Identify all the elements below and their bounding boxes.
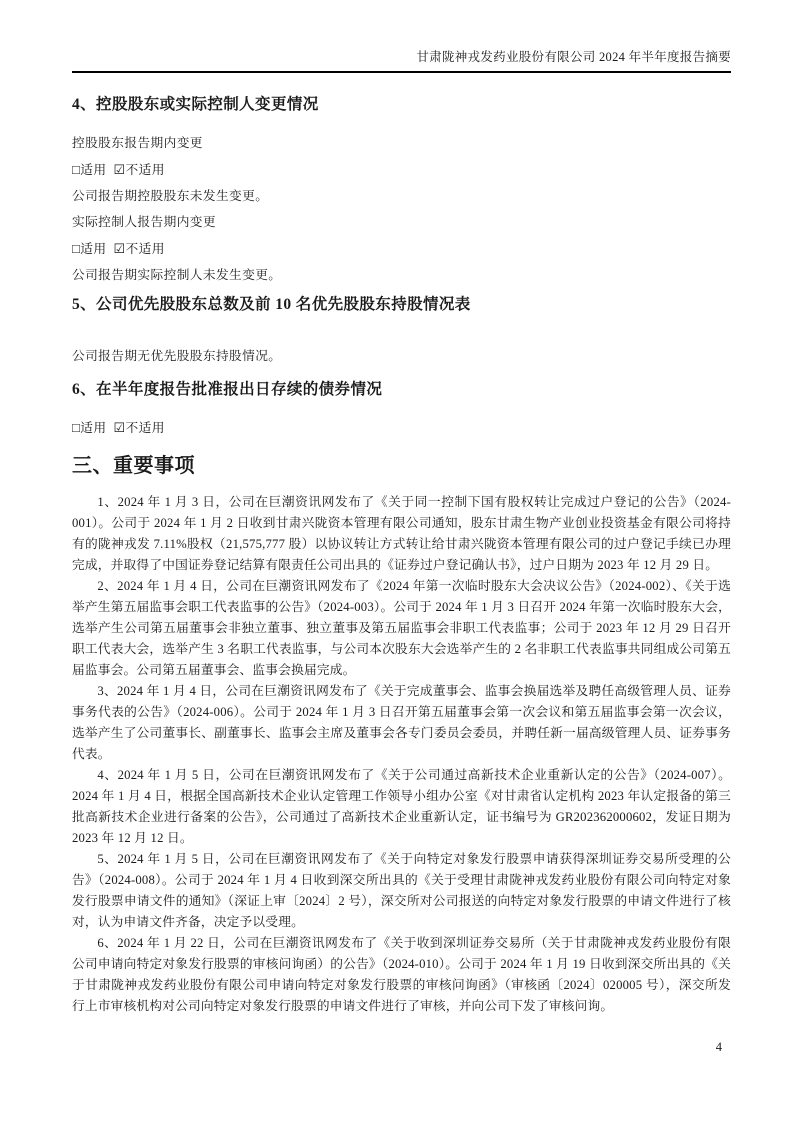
page-header xyxy=(72,50,731,73)
controlling-shareholder-change-note: 公司报告期控股股东未发生变更。 xyxy=(72,189,269,203)
applicability-line xyxy=(72,159,731,181)
section5-heading: 5、公司优先股股东总数及前 10 名优先股股东持股情况表 xyxy=(72,296,471,313)
applicability-line xyxy=(72,238,731,260)
section4-body xyxy=(72,133,731,286)
section5-note: 公司报告期无优先股股东持股情况。 xyxy=(72,349,282,363)
checkbox-unchecked-icon: □ xyxy=(72,241,81,256)
important-matter-paragraph: 6、2024 年 1 月 22 日，公司在巨潮资讯网发布了《关于收到深圳证券交易所（关于甘肃陇神戎发药业股份有限公司申请向特定对象发行股票的审核问询函）的公告》（2024-010）。公司于 2024 年 1 月 19 日收到深交所出具的《关于甘肃陇神戎发药业股份有限公司申请向特定对象发行股票的审核问询函》（审核函〔2024〕020005 号），深交所发行上市审核机构对公司向特定对象发行股票的申请文件进行了审核，并向公司下发了审核问询。 xyxy=(72,936,731,1013)
applicability-line xyxy=(72,417,731,439)
section6-heading: 6、在半年度报告批准报出日存续的债券情况 xyxy=(72,381,383,398)
checkbox-checked-icon: ☑ xyxy=(113,420,126,435)
important-matter-paragraph: 3、2024 年 1 月 4 日，公司在巨潮资讯网发布了《关于完成董事会、监事会换届选举及聘任高级管理人员、证券事务代表的公告》（2024-006）。公司于 2024 年 1 月 3 日召开第五届董事会第一次会议和第五届监事会第一次会议，选举产生了公司董事长、副董事长、监事会主席及董事会各专门委员会委员，并聘任新一届高级管理人员、证券事务代表。 xyxy=(72,684,731,761)
checkbox-unchecked-icon: □ xyxy=(72,420,81,435)
actual-controller-change-label: 实际控制人报告期内变更 xyxy=(72,215,216,229)
checkbox-unchecked-icon: □ xyxy=(72,162,81,177)
not-applicable-label: 不适用 xyxy=(125,163,165,177)
important-matter-paragraph: 1、2024 年 1 月 3 日，公司在巨潮资讯网发布了《关于同一控制下国有股权转让完成过户登记的公告》（2024-001）。公司于 2024 年 1 月 2 日收到甘肃兴陇资本管理有限公司通知，股东甘肃生物产业创业投资基金有限公司将持有的陇神戎发 7.11%股权（21,575,777 股）以协议转让方式转让给甘肃兴陇资本管理有限公司的过户登记手续已办理完成，并取得了中国证券登记结算有限责任公司出具的《证券过户登记确认书》，过户日期为 2023 年 12 月 29 日。 xyxy=(72,495,731,572)
applicable-label: 适用 xyxy=(80,242,107,256)
page-number: 4 xyxy=(715,1040,722,1054)
not-applicable-label: 不适用 xyxy=(125,242,165,256)
section4-heading: 4、控股股东或实际控制人变更情况 xyxy=(72,96,319,113)
not-applicable-label: 不适用 xyxy=(125,421,165,435)
checkbox-checked-icon: ☑ xyxy=(113,162,126,177)
actual-controller-change-note: 公司报告期实际控制人未发生变更。 xyxy=(72,268,282,282)
checkbox-checked-icon: ☑ xyxy=(113,241,126,256)
important-matters-body xyxy=(72,492,731,1017)
chapter3-heading: 三、重要事项 xyxy=(72,455,195,477)
important-matter-paragraph: 5、2024 年 1 月 5 日，公司在巨潮资讯网发布了《关于向特定对象发行股票申请获得深圳证券交易所受理的公告》（2024-008）。公司于 2024 年 1 月 4 日收到深交所出具的《关于受理甘肃陇神戎发药业股份有限公司向特定对象发行股票申请文件的通知》（深证上审〔2024〕2 号），深交所对公司报送的向特定对象发行股票的申请文件进行了核对，认为申请文件齐备，决定予以受理。 xyxy=(72,852,731,929)
applicable-label: 适用 xyxy=(80,163,107,177)
important-matter-paragraph: 4、2024 年 1 月 5 日，公司在巨潮资讯网发布了《关于公司通过高新技术企业重新认定的公告》（2024-007）。2024 年 1 月 4 日，根据全国高新技术企业认定管理工作领导小组办公室《对甘肃省认定机构 2023 年认定报备的第三批高新技术企业进行备案的公告》，公司通过了高新技术企业重新认定，证书编号为 GR202362000602，发证日期为 2023 年 12 月 12 日。 xyxy=(72,768,731,845)
important-matter-paragraph: 2、2024 年 1 月 4 日，公司在巨潮资讯网发布了《2024 年第一次临时股东大会决议公告》（2024-002）、《关于选举产生第五届监事会职工代表监事的公告》（2024-003）。公司于 2024 年 1 月 3 日召开 2024 年第一次临时股东大会，选举产生公司第五届董事会非独立董事、独立董事及第五届监事会非职工代表监事；公司于 2023 年 12 月 29 日召开职工代表大会，选举产生 3 名职工代表监事，与公司本次股东大会选举产生的 2 名非职工代表监事共同组成公司第五届监事会。公司第五届董事会、监事会换届完成。 xyxy=(72,579,731,677)
applicable-label: 适用 xyxy=(80,421,107,435)
controlling-shareholder-change-label: 控股股东报告期内变更 xyxy=(72,136,203,150)
header-title: 甘肃陇神戎发药业股份有限公司 2024 年半年度报告摘要 xyxy=(416,50,731,64)
